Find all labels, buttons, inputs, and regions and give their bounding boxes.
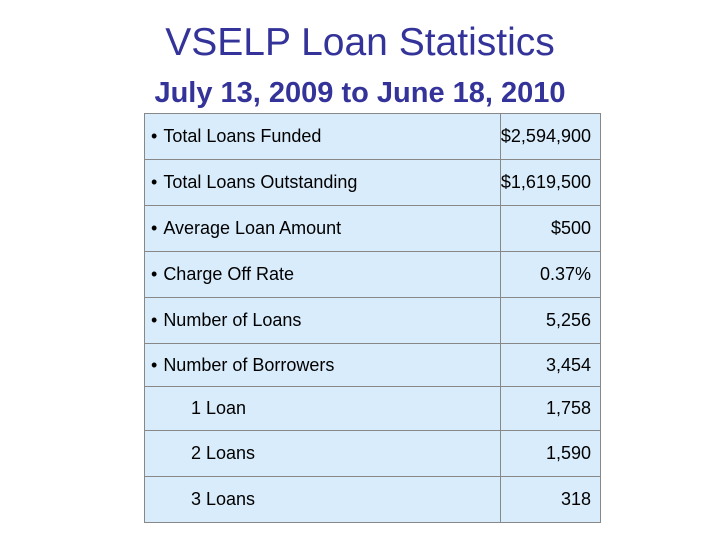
table-row xyxy=(145,114,601,160)
row-label-cell xyxy=(145,298,501,344)
row-label: Number of Borrowers xyxy=(163,354,335,375)
table-row xyxy=(145,298,601,344)
table-row xyxy=(145,477,601,523)
row-label-cell xyxy=(145,206,501,252)
table-row xyxy=(145,252,601,298)
row-label: 1 Loan xyxy=(145,387,501,431)
row-label: Total Loans Funded xyxy=(163,126,322,146)
table-row xyxy=(145,387,601,431)
slide-subtitle: July 13, 2009 to June 18, 2010 xyxy=(154,77,566,109)
table-row xyxy=(145,431,601,477)
row-label: Average Loan Amount xyxy=(163,218,342,238)
bullet-marker: • xyxy=(151,264,158,284)
row-label: 3 Loans xyxy=(145,477,501,523)
row-label-cell xyxy=(145,114,501,160)
row-label: Number of Loans xyxy=(163,310,302,330)
row-label-cell xyxy=(145,344,501,387)
row-value: 3,454 xyxy=(500,344,600,387)
row-value: $500 xyxy=(500,206,600,252)
row-value: 318 xyxy=(500,477,600,523)
bullet-marker: • xyxy=(151,310,158,330)
bullet-marker: • xyxy=(151,218,158,238)
row-label: Charge Off Rate xyxy=(163,264,295,284)
row-value: 1,590 xyxy=(500,431,600,477)
table-row xyxy=(145,160,601,206)
bullet-marker: • xyxy=(151,172,158,192)
table-row xyxy=(145,206,601,252)
row-label: Total Loans Outstanding xyxy=(163,172,358,192)
bullet-marker: • xyxy=(151,126,158,146)
row-label-cell xyxy=(145,160,501,206)
row-label-cell xyxy=(145,252,501,298)
table-row xyxy=(145,344,601,387)
row-label: 2 Loans xyxy=(145,431,501,477)
row-value: 0.37% xyxy=(500,252,600,298)
row-value: 1,758 xyxy=(500,387,600,431)
row-value: $1,619,500 xyxy=(500,160,600,206)
row-value: 5,256 xyxy=(500,298,600,344)
slide-title: VSELP Loan Statistics xyxy=(165,21,555,64)
bullet-marker: • xyxy=(151,354,158,375)
row-value: $2,594,900 xyxy=(500,114,600,160)
loan-statistics-table xyxy=(144,113,601,523)
